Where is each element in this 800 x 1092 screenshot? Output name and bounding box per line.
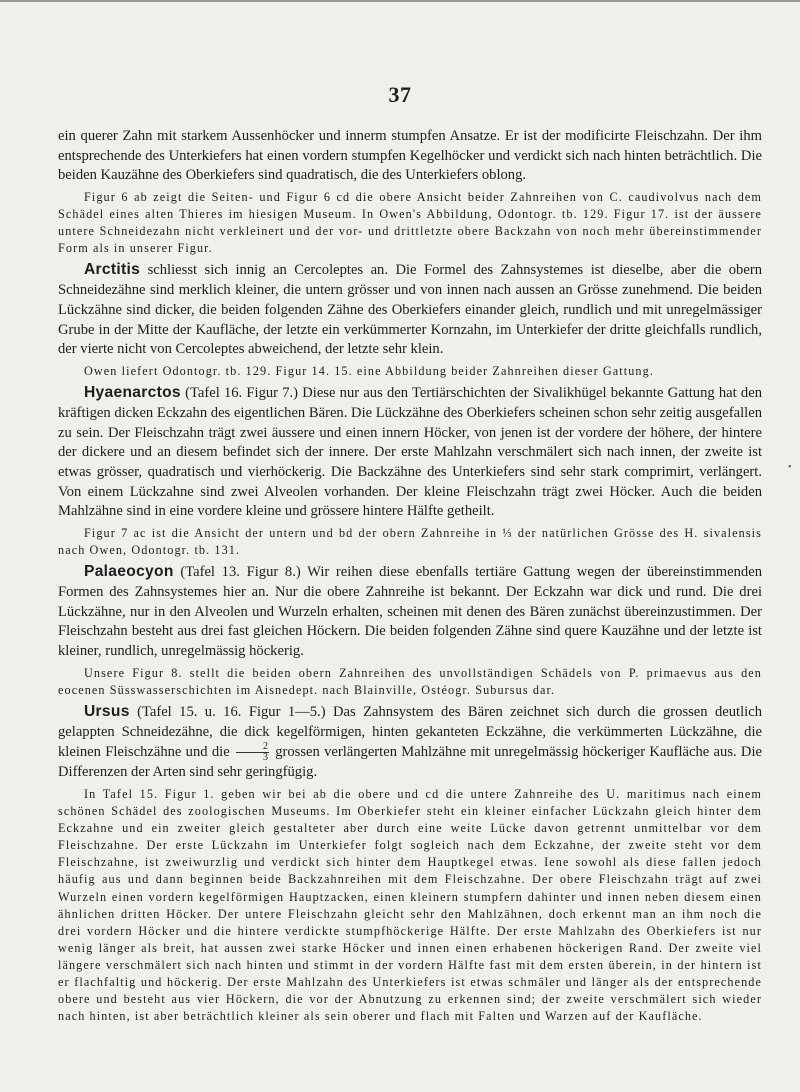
note-figure-6: Figur 6 ab zeigt die Seiten- und Figur 6 cd die obere Ansicht beider Zahnreihen von C. caudivolvus nach dem Schädel eines alten Thieres im hiesigen Museum. In Owen's Abbildung, Odontogr. tb. 129. Figur 17. ist der äussere untere Schneidezahn nicht verkleinert und der vor- und drittletzte obere Backzahn von noch mehr übereinstimmender Form als in unserer Figur. [58, 190, 762, 256]
section-hyaenarctos: Hyaenarctos (Tafel 16. Figur 7.) Diese nur aus den Tertiärschichten der Sivalikhügel bekannte Gattung hat den kräftigen dicken Eckzahn des eigentlichen Bären. Die Lückzähne des Oberkiefers scheinen schon sehr zeitig ausgefallen zu sein. Der Fleischzahn trägt zwei äussere und einen innern Höcker, von jenen ist der vordere der höhere, der hintere der dickere und an diesem befindet sich der innere. Der erste Mahlzahn verschmälert sich nach innen, der zweite ist etwas grösser, quadratisch und vierhöckerig. Die Backzähne des Unterkiefers sind sehr stark comprimirt, verlängert. Von einem Lückzahne sind zwei Alveolen vorhanden. Der kleine Fleischzahn trägt zwei Höcker. Auch die beiden Mahlzähne sind in eine vordere kleine und grössere hintere Hälfte getheilt. [58, 384, 762, 520]
page-number: 37 [388, 82, 412, 107]
genus-heading: Arctitis [84, 261, 141, 279]
page-top-edge [0, 0, 800, 2]
genus-heading: Palaeocyon [84, 563, 174, 581]
section-arctitis: Arctitis schliesst sich innig an Cercoleptes an. Die Formel des Zahnsystemes ist dieselbe, aber die obern Schneidezähne sind merklich kleiner, die untern grösser und von innen nach aussen an Grösse zunehmend. Die beiden Lückzähne sind dicker, die beiden folgenden Zähne des Oberkiefers einander gleich, rundlich und mit unregelmässiger Grube in der Mitte der Kaufläche, der letzte ein verkümmerter Kornzahn, im Unterkiefer der dritte gleichfalls rundlich, der vierte nicht von Cercoleptes abweichend, der letzte sehr klein. [58, 261, 762, 358]
page-text [58, 127, 762, 1025]
note-figure-8: Unsere Figur 8. stellt die beiden obern Zahnreihen des unvollständigen Schädels von P. primaevus aus den eocenen Süsswasserschichten im Aisnedept. nach Blainville, Ostéogr. Subursus dar. [58, 665, 762, 697]
margin-speck: • [788, 462, 792, 473]
paragraph-1: ein querer Zahn mit starkem Aussenhöcker und innerm stumpfen Ansatze. Er ist der modificirte Fleischzahn. Der ihm entsprechende des Unterkiefers hat einen vordern stumpfen Kegelhöcker und verdickt sich nach hinten beträchtlich. Die beiden Kauzähne des Oberkiefers sind quadratisch, die des Unterkiefers oblong. [58, 128, 762, 184]
section-ursus: Ursus (Tafel 15. u. 16. Figur 1—5.) Das Zahnsystem des Bären zeichnet sich durch die grossen deutlich gelappten Schneidezähne, die dick kegelförmigen, hinten gekanteten Eckzähne, die verkümmerten Lückzähne, die kleinen Fleischzähne und die $\frac{2}{3}$ grossen verlängerten Mahlzähne mit unregelmässig höckeriger Kaufläche aus. Die Differenzen der Arten sind sehr geringfügig. [58, 702, 762, 781]
genus-heading: Hyaenarctos [84, 384, 181, 402]
section-palaeocyon: Palaeocyon (Tafel 13. Figur 8.) Wir reihen diese ebenfalls tertiäre Gattung wegen der übereinstimmenden Formen des Zahnsystemes hier an. Nur die obere Zahnreihe ist bekannt. Der Eckzahn war dick und rund. Die drei Lückzähne, nur in den Alveolen und Wurzeln erhalten, scheinen mit denen des Bären zunächst übereinzustimmen. Der Fleischzahn besteht aus drei fast gleichen Höckern. Die beiden folgenden Zähne sind quere Kauzähne und der letzte ist kleiner, rundlich, unregelmässig höckerig. [58, 563, 762, 660]
genus-heading: Ursus [84, 702, 130, 720]
note-owen-arctitis: Owen liefert Odontogr. tb. 129. Figur 14. 15. eine Abbildung beider Zahnreihen dieser Gattung. [84, 364, 654, 378]
fraction-two-thirds: $\frac{2}{3}$ [236, 742, 269, 763]
note-figure-7: Figur 7 ac ist die Ansicht der untern und bd der obern Zahnreihe in ⅓ der natürlichen Grösse des H. sivalensis nach Owen, Odontogr. tb. 131. [58, 526, 762, 558]
note-tafel-15: In Tafel 15. Figur 1. geben wir bei ab die obere und cd die untere Zahnreihe des U. maritimus nach einem schönen Schädel des zoologischen Museums. Im Oberkiefer steht ein kleiner einfacher Lückzahn gleich hinter dem Eckzahne und ein zweiter gleich gestalteter aber durch eine weite Lücke davon getrennt unmittelbar vor dem Fleischzahne. Der erste Lückzahn im Unterkiefer folgt sogleich nach dem Eckzahne, der zweite steht vor dem Fleischzahne, ist zweiwurzlig und verdickt sich hinter dem Hauptkegel etwas. Iene sowohl als diese fallen jedoch häufig aus und dann beginnen beide Backzahnreihen mit dem Fleischzahne. Der obere Fleischzahn trägt auf zwei Wurzeln einen vordern kegelförmigen Hauptzacken, einen kleinern stumpfern dahinter und innen neben diesem einen ähnlichen dritten Höcker. Der untere Fleischzahn gleicht sehr den Mahlzähnen, doch erkennt man an ihm noch die drei vordern Höcker und die hintere verdickte stumpfhöckerige Hälfte. Der erste Mahlzahn des Oberkiefers ist nur wenig länger als breit, hat aussen zwei starke Höcker und innen einen erhabenen höckerigen Rand. Der zweite viel längere verschmälert sich nach hinten und stimmt in der vordern Hälfte fast mit dem ersten überein, in der hintern ist er flachfaltig und höckerig. Der erste Mahlzahn des Unterkiefers ist etwas schmäler und länger als der entsprechende obere und besteht aus vier Höckern, die vor der Abnutzung zu erkennen sind; der zweite verschmälert sich wieder nach hinten, ist aber beträchtlich kleiner als sein oberer und flach mit Falten und Warzen auf der Kaufläche. [58, 787, 762, 1024]
